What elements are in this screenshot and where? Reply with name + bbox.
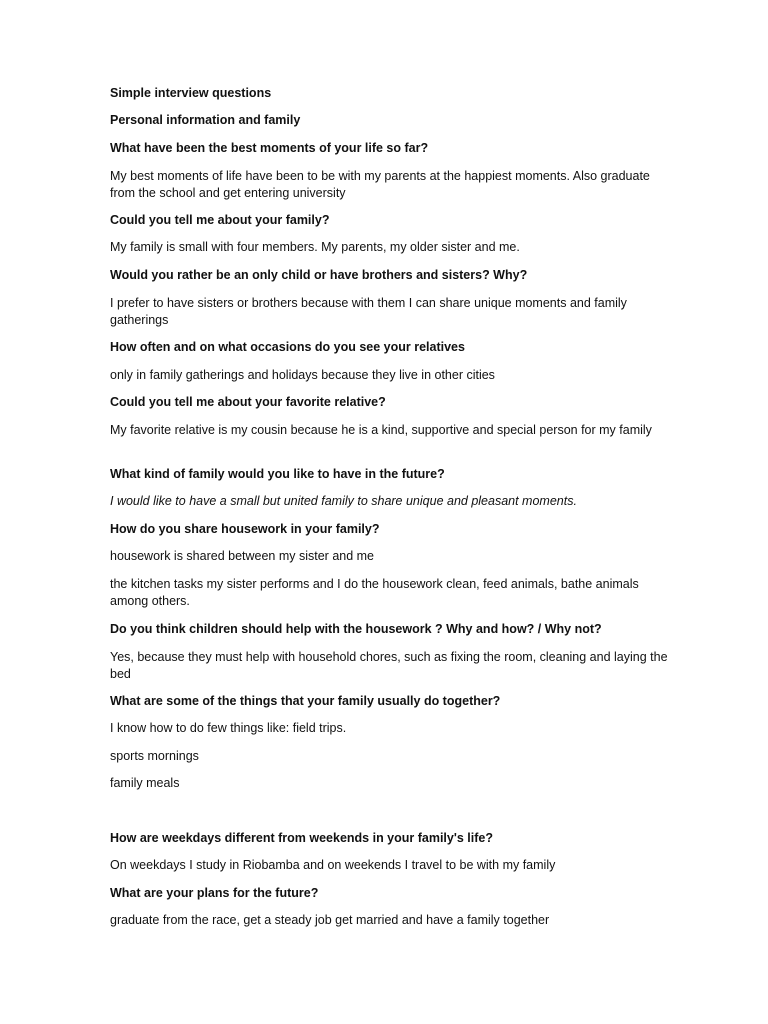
answer-children-housework: Yes, because they must help with household chores, such as fixing the room, cleaning and laying the bed [110,650,668,681]
answer-favorite-relative: My favorite relative is my cousin because he is a kind, supportive and special person for my family [110,423,652,437]
question-favorite-relative: Could you tell me about your favorite relative? [110,395,386,409]
answer-family: My family is small with four members. My parents, my older sister and me. [110,240,520,254]
answer-relatives: only in family gatherings and holidays because they live in other cities [110,368,495,382]
question-family-activities: What are some of the things that your family usually do together? [110,694,501,708]
question-siblings: Would you rather be an only child or have brothers and sisters? Why? [110,268,528,282]
answer-weekdays: On weekdays I study in Riobamba and on weekends I travel to be with my family [110,858,556,872]
question-family: Could you tell me about your family? [110,213,330,227]
answer-family-activities-3: family meals [110,776,180,790]
answer-family-activities-2: sports mornings [110,749,199,763]
answer-plans: graduate from the race, get a steady job get married and have a family together [110,913,550,927]
question-best-moments: What have been the best moments of your life so far? [110,141,429,155]
answer-future-family: I would like to have a small but united family to share unique and pleasant moments. [110,494,577,508]
question-housework: How do you share housework in your family? [110,522,380,536]
document-title: Simple interview questions [110,86,272,100]
answer-housework-2: the kitchen tasks my sister performs and I do the housework clean, feed animals, bathe animals among others. [110,577,639,608]
question-children-housework: Do you think children should help with the housework ? Why and how? / Why not? [110,622,602,636]
question-future-family: What kind of family would you like to have in the future? [110,467,445,481]
answer-housework-1: housework is shared between my sister and me [110,549,375,563]
section-heading: Personal information and family [110,113,301,127]
question-weekdays: How are weekdays different from weekends in your family's life? [110,831,493,845]
question-relatives: How often and on what occasions do you see your relatives [110,340,465,354]
answer-siblings: I prefer to have sisters or brothers because with them I can share unique moments and family gatherings [110,296,627,327]
answer-best-moments: My best moments of life have been to be with my parents at the happiest moments. Also graduate from the school and get entering university [110,169,650,200]
answer-family-activities-1: I know how to do few things like: field trips. [110,721,347,735]
question-plans: What are your plans for the future? [110,886,319,900]
